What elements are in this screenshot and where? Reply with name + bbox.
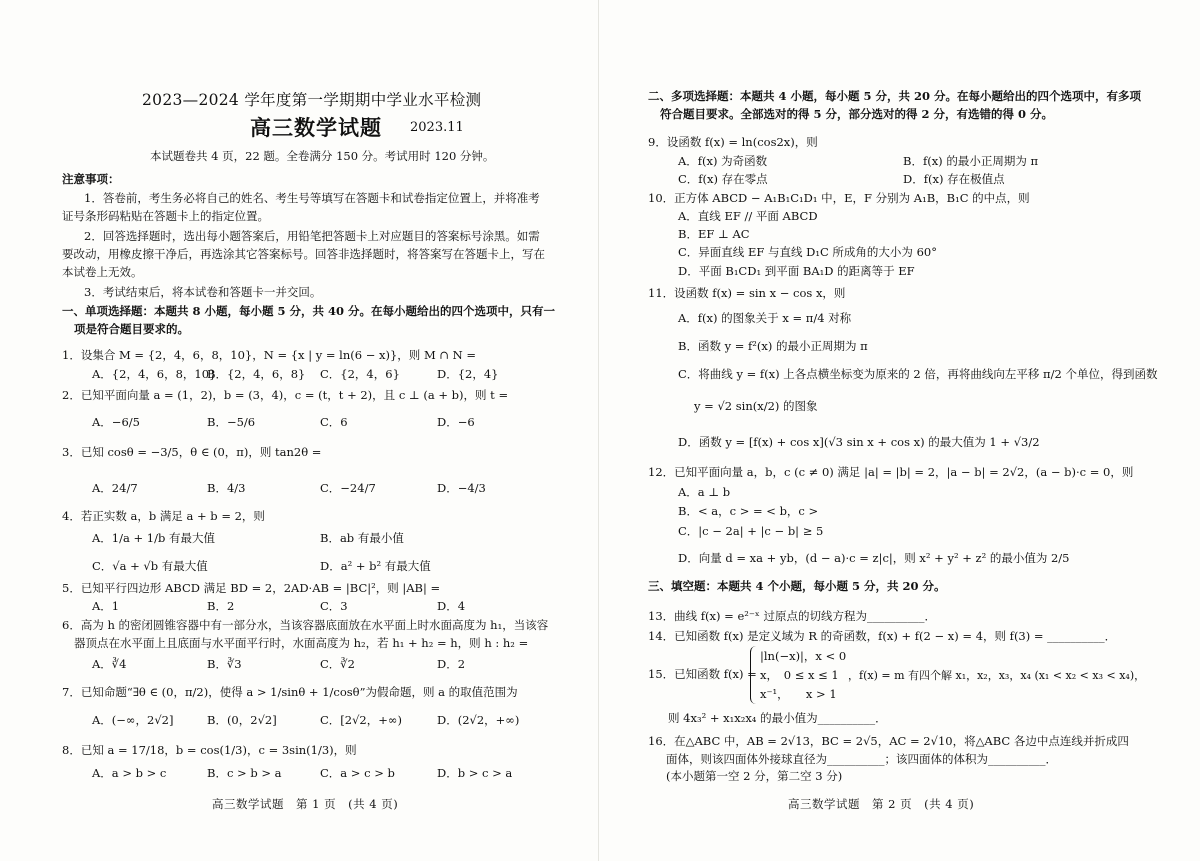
- q1-option-d: D．{2，4}: [437, 367, 499, 381]
- notice-heading: 注意事项：: [62, 172, 120, 186]
- q9-option-b: B．f(x) 的最小正周期为 π: [903, 154, 1039, 168]
- q9-option-d: D．f(x) 存在极值点: [903, 172, 1005, 186]
- question-3: 3．已知 cosθ = −3/5，θ ∈ (0，π)，则 tan2θ =: [62, 445, 322, 459]
- notice-1a: 1．答卷前，考生务必将自己的姓名、考生号等填写在答题卡和试卷指定位置上，并将准考: [84, 191, 540, 205]
- question-11: 11．设函数 f(x) = sin x − cos x，则: [648, 286, 846, 300]
- exam-date: 2023.11: [410, 120, 464, 135]
- piecewise-brace: [750, 646, 759, 704]
- q10-option-a: A．直线 EF // 平面 ABCD: [678, 209, 818, 223]
- question-13: 13．曲线 f(x) = e²⁻ˣ 过原点的切线方程为__________．: [648, 609, 936, 623]
- exam-title: 2023—2024 学年度第一学期期中学业水平检测: [142, 91, 482, 109]
- q15-case-3: x⁻¹， x > 1: [760, 687, 837, 701]
- q8-option-a: A．a > b > c: [92, 766, 167, 780]
- page-divider: [598, 0, 599, 861]
- q7-option-b: B．(0，2√2]: [207, 713, 277, 727]
- q6-option-b: B．∛3: [207, 657, 242, 671]
- q12-option-a: A．a ⊥ b: [678, 485, 731, 499]
- q8-option-b: B．c > b > a: [207, 766, 282, 780]
- q3-option-d: D．−4/3: [437, 481, 486, 495]
- q11-option-b: B．函数 y = f²(x) 的最小正周期为 π: [678, 339, 868, 353]
- section-1-heading-cont: 项是符合题目要求的。: [74, 322, 189, 336]
- q12-option-d: D．向量 d = xa + yb，(d − a)·c = z|c|，则 x² + y² + z² 的最小值为 2/5: [678, 551, 1070, 565]
- q4-option-b: B．ab 有最小值: [320, 531, 404, 545]
- q3-option-c: C．−24/7: [320, 481, 376, 495]
- q3-option-b: B．4/3: [207, 481, 246, 495]
- q11-option-c-cont: y = √2 sin(x/2) 的图象: [694, 399, 818, 413]
- q5-option-c: C．3: [320, 599, 348, 613]
- section-2-heading: 二、多项选择题：本题共 4 小题，每小题 5 分，共 20 分。在每小题给出的四个选项中，有多项: [648, 89, 1142, 103]
- page-1-footer: 高三数学试题 第 1 页 (共 4 页): [212, 797, 399, 811]
- q10-option-d: D．平面 B₁CD₁ 到平面 BA₁D 的距离等于 EF: [678, 264, 915, 278]
- notice-3: 3．考试结束后，将本试卷和答题卡一并交回。: [84, 285, 322, 299]
- q2-option-b: B．−5/6: [207, 415, 256, 429]
- q2-option-a: A．−6/5: [92, 415, 140, 429]
- question-8: 8．已知 a = 17/18，b = cos(1/3)，c = 3sin(1/3)，则: [62, 743, 357, 757]
- q6-option-a: A．∛4: [92, 657, 127, 671]
- q8-option-c: C．a > c > b: [320, 766, 395, 780]
- question-5: 5．已知平行四边形 ABCD 满足 BD = 2，2AD·AB = |BC|²，则 |AB| =: [62, 581, 441, 595]
- q15-case-2: x， 0 ≤ x ≤ 1: [760, 668, 839, 682]
- q2-option-c: C．6: [320, 415, 348, 429]
- q5-option-a: A．1: [92, 599, 120, 613]
- q8-option-d: D．b > c > a: [437, 766, 513, 780]
- page-2: [648, 0, 1158, 861]
- q15-case-1: |ln(−x)|，x < 0: [760, 649, 847, 663]
- question-9: 9．设函数 f(x) = ln(cos2x)，则: [648, 135, 818, 149]
- question-7: 7．已知命题“∃θ ∈ (0，π/2)，使得 a > 1/sinθ + 1/cosθ”为假命题，则 a 的取值范围为: [62, 685, 518, 699]
- question-10: 10．正方体 ABCD − A₁B₁C₁D₁ 中，E，F 分别为 A₁B，B₁C 的中点，则: [648, 191, 1030, 205]
- question-6: 6．高为 h 的密闭圆锥容器中有一部分水，当该容器底面放在水平面上时水面高度为 h₁，当该容: [62, 618, 549, 632]
- q10-option-b: B．EF ⊥ AC: [678, 227, 750, 241]
- q10-option-c: C．异面直线 EF 与直线 D₁C 所成角的大小为 60°: [678, 245, 937, 259]
- question-16-note: (本小题第一空 2 分，第二空 3 分): [666, 769, 843, 783]
- q7-option-a: A．(−∞，2√2]: [92, 713, 174, 727]
- section-3-heading: 三、填空题：本题共 4 个小题，每小题 5 分，共 20 分。: [648, 579, 946, 593]
- question-14: 14．已知函数 f(x) 是定义域为 R 的奇函数，f(x) + f(2 − x) = 4，则 f(3) = __________．: [648, 629, 1117, 643]
- question-15-tail: ，f(x) = m 有四个解 x₁，x₂，x₃，x₄ (x₁ < x₂ < x₃ < x₄)，: [848, 669, 1146, 682]
- q12-option-c: C．|c − 2a| + |c − b| ≥ 5: [678, 524, 824, 538]
- q1-option-b: B．{2，4，6，8}: [207, 367, 306, 381]
- question-6-cont: 器顶点在水平面上且底面与水平面平行时，水面高度为 h₂，若 h₁ + h₂ = h，则 h : h₂ =: [74, 636, 529, 650]
- q7-option-d: D．(2√2，+∞): [437, 713, 520, 727]
- notice-1b: 证号条形码粘贴在答题卡上的指定位置。: [62, 209, 269, 223]
- question-15-label: 15．已知函数 f(x) =: [648, 667, 757, 681]
- q5-option-d: D．4: [437, 599, 466, 613]
- q11-option-c: C．将曲线 y = f(x) 上各点横坐标变为原来的 2 倍，再将曲线向左平移 π/2 个单位，得到函数: [678, 367, 1158, 381]
- q1-option-c: C．{2，4，6}: [320, 367, 400, 381]
- question-15-cont: 则 4x₃² + x₁x₂x₄ 的最小值为__________．: [668, 711, 887, 725]
- q4-option-d: D．a² + b² 有最大值: [320, 559, 431, 573]
- q9-option-c: C．f(x) 存在零点: [678, 172, 768, 186]
- question-16-cont: 面体，则该四面体外接球直径为__________；该四面体的体积为__________．: [666, 752, 1057, 766]
- section-2-heading-cont: 符合题目要求。全部选对的得 5 分，部分选对的得 2 分，有选错的得 0 分。: [660, 107, 1054, 121]
- notice-2a: 2．回答选择题时，选出每小题答案后，用铅笔把答题卡上对应题目的答案标号涂黑。如需: [84, 229, 540, 243]
- q4-option-a: A．1/a + 1/b 有最大值: [92, 531, 216, 545]
- q4-option-c: C．√a + √b 有最大值: [92, 559, 208, 573]
- question-12: 12．已知平面向量 a，b，c (c ≠ 0) 满足 |a| = |b| = 2，|a − b| = 2√2，(a − b)·c = 0，则: [648, 465, 1134, 479]
- q11-option-d: D．函数 y = [f(x) + cos x](√3 sin x + cos x) 的最大值为 1 + √3/2: [678, 435, 1040, 449]
- question-1: 1．设集合 M = {2，4，6，8，10}，N = {x | y = ln(6 − x)}，则 M ∩ N =: [62, 348, 477, 362]
- q12-option-b: B．< a，c > = < b，c >: [678, 504, 819, 518]
- question-4: 4．若正实数 a，b 满足 a + b = 2，则: [62, 509, 265, 523]
- q1-option-a: A．{2，4，6，8，10}: [92, 367, 217, 381]
- q7-option-c: C．[2√2，+∞): [320, 713, 402, 727]
- exam-subject-title: 高三数学试题: [250, 115, 382, 140]
- page-1: [62, 0, 580, 861]
- q6-option-d: D．2: [437, 657, 466, 671]
- section-1-heading: 一、单项选择题：本题共 8 小题，每小题 5 分，共 40 分。在每小题给出的四个选项中，只有一: [62, 304, 556, 318]
- exam-info: 本试题卷共 4 页，22 题。全卷满分 150 分。考试用时 120 分钟。: [150, 149, 495, 163]
- q11-option-a: A．f(x) 的图象关于 x = π/4 对称: [678, 311, 852, 325]
- q9-option-a: A．f(x) 为奇函数: [678, 154, 768, 168]
- question-16: 16．在△ABC 中，AB = 2√13，BC = 2√5，AC = 2√10，将△ABC 各边中点连线并折成四: [648, 734, 1129, 748]
- q2-option-d: D．−6: [437, 415, 475, 429]
- q6-option-c: C．∛2: [320, 657, 355, 671]
- notice-2c: 本试卷上无效。: [62, 265, 143, 279]
- question-2: 2．已知平面向量 a = (1，2)，b = (3，4)，c = (t，t + 2)，且 c ⊥ (a + b)，则 t =: [62, 388, 509, 402]
- q5-option-b: B．2: [207, 599, 235, 613]
- notice-2b: 要改动，用橡皮擦干净后，再选涂其它答案标号。回答非选择题时，将答案写在答题卡上，写在: [62, 247, 545, 261]
- page-2-footer: 高三数学试题 第 2 页 (共 4 页): [788, 797, 975, 811]
- q3-option-a: A．24/7: [92, 481, 138, 495]
